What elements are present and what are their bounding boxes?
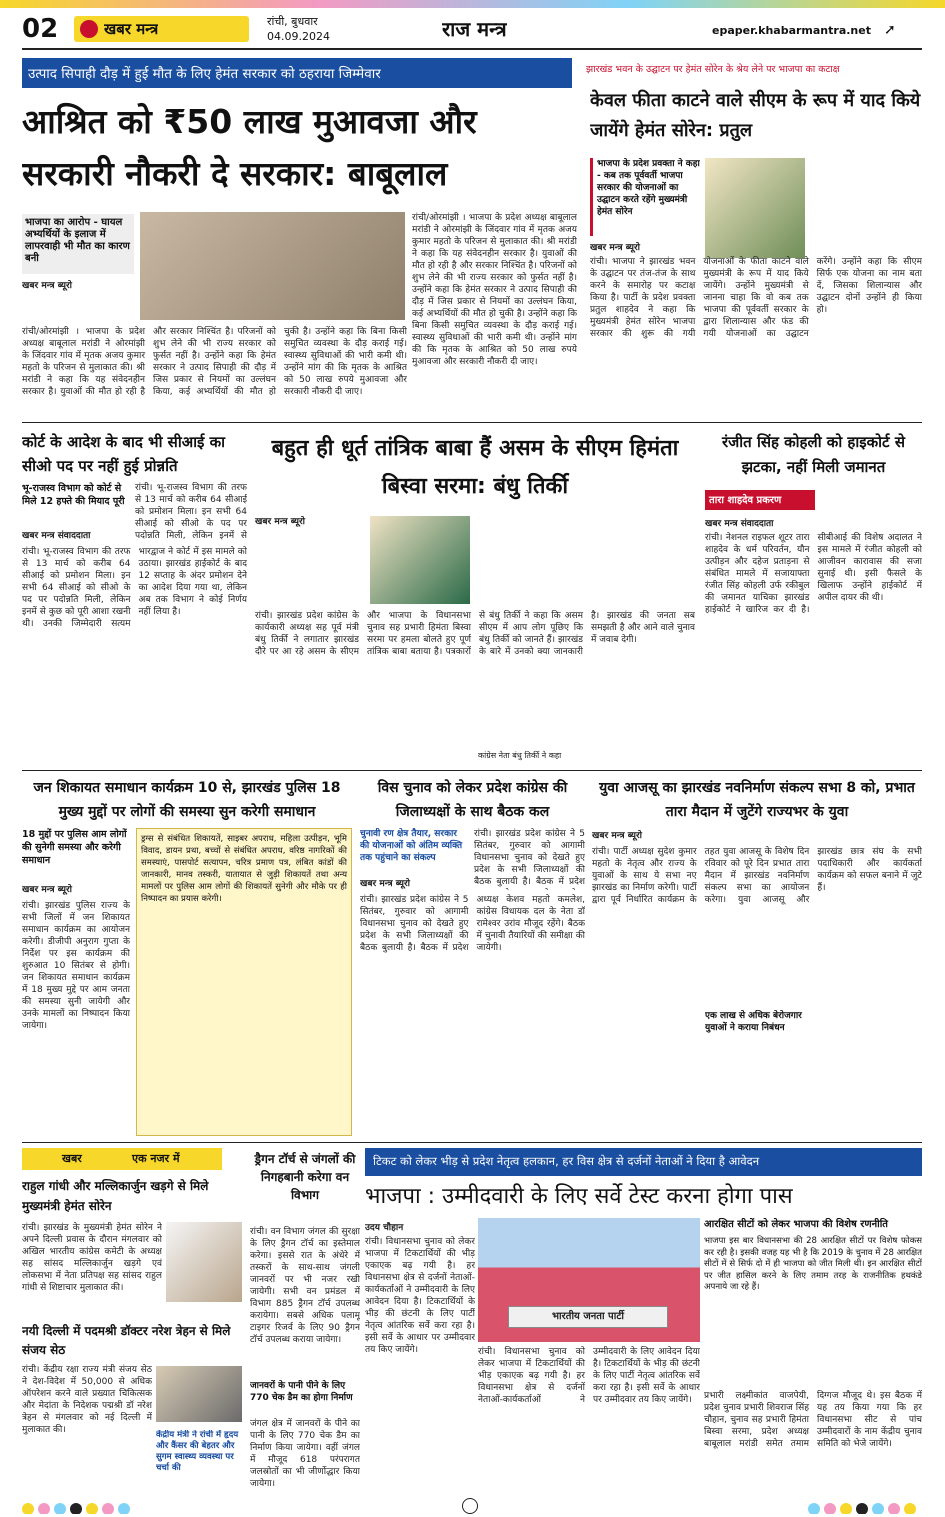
story7-sub: चुनावी रण क्षेत्र तैयार, सरकार की योजनाओं को अंतिम व्यक्ति तक पहुंचाने का संकल्प bbox=[360, 829, 463, 863]
masthead-date: 04.09.2024 bbox=[267, 30, 330, 43]
masthead-city-day: रांची, बुधवार bbox=[267, 15, 318, 28]
story5-body: रांची। नेशनल राइफल शूटर तारा शाहदेव के धर्म परिवर्तन, यौन उत्पीड़न और दहेज प्रताड़ना से संबंधित मामले में सजायाफ्ता रंजीत सिंह कोहली उर्फ रकीबुल की जमानत याचिका झारखंड हाईकोर्ट ने खारिज कर दी है। सीबीआई की विशेष अदालत ने इस मामले में रंजीत कोहली को आजीवन कारावास की सजा सुनाई थी। इसी फैसले के खिलाफ उन्होंने हाईकोर्ट में अपील दायर की थी। bbox=[705, 533, 922, 615]
story1-sidebar-text: भाजपा का आरोप - घायल अभ्यर्थियों के इलाज में लापरवाही भी मौत का कारण बनी bbox=[25, 217, 130, 264]
story10-body-col: रांची। विधानसभा चुनाव को लेकर भाजपा में टिकटार्थियों की भीड़ एकाएक बढ़ गयी है। हर विधानसभा क्षेत्र से दर्जनों नेताओं-कार्यकर्ताओं ने उम्मीदवारी के लिए आवेदन दिया है। टिकटार्थियों के भीड़ की छंटनी के लिए पार्टी नेतृत्व आंतरिक सर्वे करा रहा है। इसी सर्वे के आधार पर उम्मीदवार तय किए जायेंगे। bbox=[478, 1347, 700, 1405]
brief-item1-body: रांची। झारखंड के मुख्यमंत्री हेमंत सोरेन ने अपने दिल्ली प्रवास के दौरान मंगलवार को अखिल भारतीय कांग्रेस कमेटी के अध्यक्ष सह सांसद मल्लिकार्जुन खड़गे एवं लोकसभा में नेता प्रतिपक्ष सह सांसद राहुल गांधी से शिष्टाचार मुलाकात की। bbox=[22, 1223, 162, 1293]
story1-byline: खबर मन्त्र ब्यूरो bbox=[22, 281, 72, 291]
registration-mark-icon bbox=[462, 1498, 478, 1514]
story1-body: रांची/ओरमांझी । भाजपा के प्रदेश अध्यक्ष बाबूलाल मरांडी ने ओरमांझी के जिंदवार गांव में मृतक अजय कुमार महतो के परिजन से मुलाकात की। श्री मरांडी ने कहा कि यह संवेदनहीन सरकार है। युवाओं की मौत हो रही है और सरकार निश्चिंत है। परिजनों को शुभ लेने की भी राज्य सरकार को फुर्सत नहीं है। उन्होंने कहा कि हेमंत सरकार ने उत्पाद सिपाही की दौड़ में जिस प्रकार से नियमों का उल्लंघन किया, कई अभ्यर्थियों की मौत हो चुकी है। उन्होंने कहा कि बिना किसी समुचित व्यवस्था के दौड़ कराई गई। स्वास्थ्य सुविधाओं की भारी कमी थी। उन्होंने मांग की कि मृतक के आश्रित को 50 लाख रुपये मुआवजा और सरकारी नौकरी दी जाए। bbox=[22, 327, 407, 397]
story3-byline: खबर मन्त्र संवाददाता bbox=[22, 531, 91, 541]
story10-body: रांची। विधानसभा चुनाव को लेकर भाजपा में टिकटार्थियों की भीड़ एकाएक बढ़ गयी है। हर विधानसभा क्षेत्र से दर्जनों नेताओं-कार्यकर्ताओं ने उम्मीदवारी के लिए आवेदन दिया है। टिकटार्थियों के भीड़ की छंटनी के लिए पार्टी नेतृत्व आंतरिक सर्वे करा रहा है। इसी सर्वे के आधार पर उम्मीदवार तय किए जायेंगे। bbox=[365, 1237, 475, 1355]
divider-3 bbox=[22, 1142, 922, 1143]
story2-headline: केवल फीता काटने वाले सीएम के रूप में याद किये जायेंगे हेमंत सोरेन: प्रतुल bbox=[590, 90, 921, 141]
brief-label: खबर bbox=[62, 1152, 82, 1165]
story5-byline: खबर मन्त्र संवाददाता bbox=[705, 519, 774, 529]
brief-item1-photo bbox=[166, 1222, 242, 1302]
story10-box-body: भाजपा इस बार विधानसभा की 28 आरक्षित सीटों पर विशेष फोकस कर रही है। इसकी वजह यह भी है कि 2019 के चुनाव में 28 आरक्षित सीटों में से सिर्फ दो में ही भाजपा को जीत मिली थी। इन आरक्षित सीटों पर जीत हासिल करने के लिए तमाम तरह के राजनीतिक हथकंडे अपनाये जा रहे हैं। bbox=[704, 1236, 922, 1292]
story10-photo bbox=[478, 1218, 700, 1342]
brand-badge bbox=[74, 16, 249, 42]
brand-logo-icon bbox=[80, 20, 98, 38]
story2-photo bbox=[705, 158, 805, 258]
story7-body: रांची। झारखंड प्रदेश कांग्रेस ने 5 सितंबर, गुरुवार को आगामी विधानसभा चुनाव को देखते हुए प्रदेश के सभी जिलाध्यक्षों की बैठक बुलायी है। बैठक में प्रदेश अध्यक्ष केशव महतो कमलेश, कांग्रेस विधायक दल के नेता डॉ रामेश्वर उरांव मौजूद रहेंगे। बैठक में चुनावी तैयारियों की समीक्षा की जायेगी। bbox=[360, 895, 585, 953]
story6-points-box bbox=[136, 828, 352, 1136]
party-sign bbox=[508, 1306, 668, 1328]
story8-inline-head: एक लाख से अधिक बेरोजगार युवाओं ने कराया निबंधन bbox=[705, 1010, 810, 1050]
masthead bbox=[22, 12, 922, 50]
brief-item2-head: नयी दिल्ली में पदमश्री डॉक्टर नरेश त्रेहन से मिले संजय सेठ bbox=[22, 1324, 231, 1357]
story3-headline: कोर्ट के आदेश के बाद भी सीआई का सीओ पद पर नहीं हुई प्रोन्नति bbox=[22, 433, 226, 475]
story5-headline: रंजीत सिंह कोहली को हाइकोर्ट से झटका, नहीं मिली जमानत bbox=[722, 433, 905, 476]
story10-box-head: आरक्षित सीटों को लेकर भाजपा की विशेष रणनीति bbox=[704, 1219, 888, 1230]
story3-sub: भू-राजस्व विभाग को कोर्ट से मिले 12 हफ्ते की मियाद पूरी bbox=[22, 483, 125, 507]
story9-body: रांची। वन विभाग जंगल की सुरक्षा के लिए ड्रैगन टॉर्च का इस्तेमाल करेगा। इससे रात के अंधेरे में तस्करों के साथ-साथ जंगली जानवरों पर भी नजर रखी जायेगी। सभी वन प्रमंडल में विभाग 885 ड्रैगन टॉर्च उपलब्ध करायेगा। सबसे अधिक पलामू टाइगर रिजर्व के लिए 90 ड्रैगन टॉर्च उपलब्ध कराया जायेगा। bbox=[250, 1227, 360, 1345]
story1-kicker-text: उत्पाद सिपाही दौड़ में हुई मौत के लिए हेमंत सरकार को ठहराया जिम्मेवार bbox=[28, 66, 381, 82]
story9-sub-body: जंगल क्षेत्र में जानवरों के पीने का पानी के लिए 770 चेक डैम का निर्माण किया जायेगा। वहीं जंगल में मौजूद 618 परंपरागत जलस्रोतों का भी जीर्णोद्धार किया जायेगा। bbox=[250, 1419, 360, 1488]
story2-kicker bbox=[586, 58, 922, 84]
story8-body: रांची। पार्टी अध्यक्ष सुदेश कुमार महतो के नेतृत्व और राज्य के युवाओं के साथ ये सभा नए झारखंड का निर्माण करेगी। पार्टी द्वारा पूर्व निर्धारित कार्यक्रम के तहत युवा आजसू के विशेष दिन रविवार को पूरे दिन प्रभात तारा मैदान में झारखंड नवनिर्माण संकल्प सभा का आयोजन करेगा। युवा आजसू और झारखंड छात्र संघ के सभी पदाधिकारी और कार्यकर्ता कार्यक्रम को सफल बनाने में जुटे हैं। bbox=[592, 847, 922, 905]
story1-kicker bbox=[22, 58, 572, 88]
story2-body: रांची। भाजपा ने झारखंड भवन के उद्घाटन पर तंज-तंज के साथ करने के समारोह पर कटाक्ष किया है। पार्टी के प्रदेश प्रवक्ता प्रतुल शाहदेव ने कहा कि मुख्यमंत्री हेमंत सोरेन भाजपा सरकार की शुरू की गयी योजनाओं के फीता काटने वाले मुख्यमंत्री के रूप में याद किये जायेंगे। उन्होंने मुख्यमंत्री से जानना चाहा कि वो कब तक भाजपा की पूर्ववर्ती सरकार के द्वारा शिलान्यास और फंड की गयी योजनाओं का उद्घाटन करेंगे। उन्होंने कहा कि सीएम सिर्फ एक योजना का नाम बता दें, जिसका शिलान्यास और उद्घाटन दोनों उन्होंने ही किया हो। bbox=[590, 257, 922, 339]
story8-headline: युवा आजसू का झारखंड नवनिर्माण संकल्प सभा 8 को, प्रभात तारा मैदान में जुटेंगे राज्यभर के युवा bbox=[599, 780, 915, 820]
story3-body-col: रांची। भू-राजस्व विभाग की तरफ से 13 मार्च को करीब 64 सीआई को प्रमोशन मिला। इन सभी 64 सीआई को सीओ के पद पर पदोन्नति मिली, लेकिन इनमें से bbox=[135, 483, 247, 541]
story6-byline: खबर मन्त्र ब्यूरो bbox=[22, 885, 72, 895]
story4-body: रांची। झारखंड प्रदेश कांग्रेस के कार्यकारी अध्यक्ष सह पूर्व मंत्री बंधु तिर्की ने लगातार झारखंड दौरे पर आ रहे असम के सीएम और भाजपा के विधानसभा चुनाव सह प्रभारी हिमंता बिस्वा सरमा पर हमला बोलते हुए पूर्ण तांत्रिक बाबा बताया है। पत्रकारों से बंधु तिर्की ने कहा कि असम सीएम में आप लोग पूछिए कि बंधु तिर्की को जानते हैं। झारखंड के बारे में उनको क्या जानकारी है। झारखंड की जनता सब समझती है और आने वाले चुनाव में जवाब देगी। bbox=[255, 611, 695, 657]
story6-sub: 18 मुद्दों पर पुलिस आम लोगों की सुनेगी समस्या और करेगी समाधान bbox=[22, 829, 127, 866]
story10-box-body2: प्रभारी लक्ष्मीकांत वाजपेयी, प्रदेश चुनाव प्रभारी शिवराज सिंह चौहान, चुनाव सह प्रभारी हिमंता बिस्वा सरमा, प्रदेश अध्यक्ष बाबूलाल मरांडी समेत तमाम दिग्गज मौजूद थे। इस बैठक में यह तय किया गया कि हर विधानसभा सीट से पांच उम्मीदवारों के नाम केंद्रीय चुनाव समिति को भेजे जायेंगे। bbox=[704, 1391, 922, 1449]
story8-byline: खबर मन्त्र ब्यूरो bbox=[592, 831, 642, 841]
brand-name: खबर मन्त्र bbox=[104, 20, 159, 38]
story10-box bbox=[704, 1218, 922, 1386]
top-color-strip bbox=[0, 0, 945, 8]
story10-banner bbox=[365, 1148, 922, 1176]
story7-body-col: रांची। झारखंड प्रदेश कांग्रेस ने 5 सितंबर, गुरुवार को आगामी विधानसभा चुनाव को देखते हुए प्रदेश के सभी जिलाध्यक्षों की बैठक बुलायी है। बैठक में प्रदेश bbox=[474, 829, 585, 887]
story7-headline: विस चुनाव को लेकर प्रदेश कांग्रेस की जिलाध्यक्षों के साथ बैठक कल bbox=[377, 780, 568, 820]
story10-byline: उदय चौहान bbox=[365, 1223, 404, 1233]
brief-header bbox=[22, 1148, 222, 1170]
story6-body: रांची। झारखंड पुलिस राज्य के सभी जिलों में जन शिकायत समाधान कार्यक्रम का आयोजन करेगी। डीजीपी अनुराग गुप्ता के निर्देश पर इस कार्यक्रम की शुरुआत 10 सितंबर से होगी। जन शिकायत समाधान कार्यक्रम में 18 मुख्य मुद्दे पर आम जनता की समस्या सुनी जायेगी और उनके मामलों का निष्पादन किया जायेगा। bbox=[22, 901, 130, 1031]
story10-headline: भाजपा : उम्मीदवारी के लिए सर्वे टेस्ट करना होगा पास bbox=[365, 1184, 793, 1209]
story4-headline: बहुत ही धूर्त तांत्रिक बाबा हैं असम के सीएम हिमंता बिस्वा सरमा: बंधु तिर्की bbox=[271, 436, 679, 499]
brief-title: एक नजर में bbox=[132, 1152, 180, 1165]
divider-1 bbox=[22, 422, 922, 423]
story2-pullquote: भाजपा के प्रदेश प्रवक्ता ने कहा - कब तक पूर्ववर्ती भाजपा सरकार की योजनाओं का उद्घाटन करते रहेंगे मुख्यमंत्री हेमंत सोरेन bbox=[597, 159, 700, 217]
party-sign-text: भारतीय जनता पार्टी bbox=[552, 1311, 624, 1322]
story2-pullquote-box bbox=[590, 158, 700, 236]
story5-tag bbox=[705, 490, 815, 510]
page-number: 02 bbox=[22, 14, 59, 44]
story7-byline: खबर मन्त्र ब्यूरो bbox=[360, 879, 410, 889]
brief-item1-head: राहुल गांधी और मल्लिकार्जुन खड़गे से मिले मुख्यमंत्री हेमंत सोरेन bbox=[22, 1179, 209, 1213]
story5-tag-text: तारा शाहदेव प्रकरण bbox=[709, 495, 782, 506]
story4-caption: कांग्रेस नेता बंधु तिर्की ने कहा bbox=[478, 751, 562, 760]
site-url[interactable]: epaper.khabarmantra.net bbox=[712, 24, 871, 37]
cursor-icon: ➚ bbox=[884, 22, 896, 38]
brief-item2-quote: केंद्रीय मंत्री ने रांची में हृदय और कैंसर की बेहतर और सुगम स्वास्थ्य व्यवस्था पर चर्चा की bbox=[156, 1430, 239, 1473]
story2-byline: खबर मन्त्र ब्यूरो bbox=[590, 243, 640, 253]
brief-item2-photo bbox=[156, 1366, 242, 1422]
story4-byline: खबर मन्त्र ब्यूरो bbox=[255, 517, 305, 527]
story1-sidebar bbox=[22, 214, 134, 274]
story1-headline: आश्रित को ₹50 लाख मुआवजा और सरकारी नौकरी दे सरकार: बाबूलाल bbox=[22, 102, 477, 193]
bottom-color-dots-left bbox=[22, 1500, 242, 1514]
brief-item2-body: रांची। केंद्रीय रक्षा राज्य मंत्री संजय सेठ ने देश-विदेश में 50,000 से अधिक ऑपरेशन करने वाले प्रख्यात चिकित्सक और मेदांता के निदेशक पद्मश्री डॉ नरेश त्रेहन से मंगलवार को नई दिल्ली में मुलाकात की। bbox=[22, 1365, 152, 1435]
story6-points: ड्रग्स से संबंधित शिकायतें, साइबर अपराध, महिला उत्पीड़न, भूमि विवाद, डायन प्रथा, बच्चों से संबंधित अपराध, वरिष्ठ नागरिकों की समस्याएं, पासपोर्ट सत्यापन, चरित्र प्रमाण पत्र, लंबित कांडों की जानकारी, मानव तस्करी, यातायात से जुड़ी शिकायतें तथा अन्य मामलों पर पुलिस आम लोगों की शिकायतें सुनेगी और मौके पर ही निष्पादन का प्रयास करेगी। bbox=[141, 834, 347, 904]
story2-kicker-text: झारखंड भवन के उद्घाटन पर हेमंत सोरेन के श्रेय लेने पर भाजपा का कटाक्ष bbox=[586, 64, 840, 75]
story6-headline: जन शिकायत समाधान कार्यक्रम 10 से, झारखंड पुलिस 18 मुख्य मुद्दों पर लोगों की समस्या सुन करेगी समाधान bbox=[33, 780, 341, 820]
story9-headline: ड्रैगन टॉर्च से जंगलों की निगहबानी करेगा वन विभाग bbox=[254, 1152, 356, 1202]
divider-2 bbox=[22, 770, 922, 771]
story9-sub: जानवरों के पानी पीने के लिए 770 चेक डैम का होगा निर्माण bbox=[250, 1381, 353, 1403]
story3-body: रांची। भू-राजस्व विभाग की तरफ से 13 मार्च को करीब 64 सीआई को प्रमोशन मिला। इन सभी 64 सीआई को सीओ के पद पर पदोन्नति मिली, लेकिन इनमें से कुछ को पूरी आशा रखनी थी। उनकी जिम्मेदारी सत्यम भारद्वाज ने कोर्ट में इस मामले को उठाया। झारखंड हाईकोर्ट के बाद 12 सप्ताह के अंदर प्रमोशन देने का आदेश दिया गया था, लेकिन अब तक विभाग ने कोई निर्णय नहीं लिया है। bbox=[22, 547, 247, 629]
story10-banner-text: टिकट को लेकर भीड़ से प्रदेश नेतृत्व हलकान, हर विस क्षेत्र से दर्जनों नेताओं ने दिया है आवेदन bbox=[373, 1154, 760, 1168]
story1-body-col: रांची/ओरमांझी । भाजपा के प्रदेश अध्यक्ष बाबूलाल मरांडी ने ओरमांझी के जिंदवार गांव में मृतक अजय कुमार महतो के परिजन से मुलाकात की। श्री मरांडी ने कहा कि यह संवेदनहीन सरकार है। युवाओं की मौत हो रही है और सरकार निश्चिंत है। परिजनों को शुभ लेने की भी राज्य सरकार को फुर्सत नहीं है। उन्होंने कहा कि हेमंत सरकार ने उत्पाद सिपाही की दौड़ में जिस प्रकार से नियमों का उल्लंघन किया, कई अभ्यर्थियों की मौत हो चुकी है। उन्होंने कहा कि बिना किसी समुचित व्यवस्था के दौड़ कराई गई। स्वास्थ्य सुविधाओं की भारी कमी थी। उन्होंने मांग की कि मृतक के आश्रित को 50 लाख रुपये मुआवजा और सरकारी नौकरी दी जाए। bbox=[412, 213, 577, 367]
bottom-color-dots-right bbox=[700, 1500, 920, 1514]
section-name: राज मन्त्र bbox=[442, 17, 507, 41]
